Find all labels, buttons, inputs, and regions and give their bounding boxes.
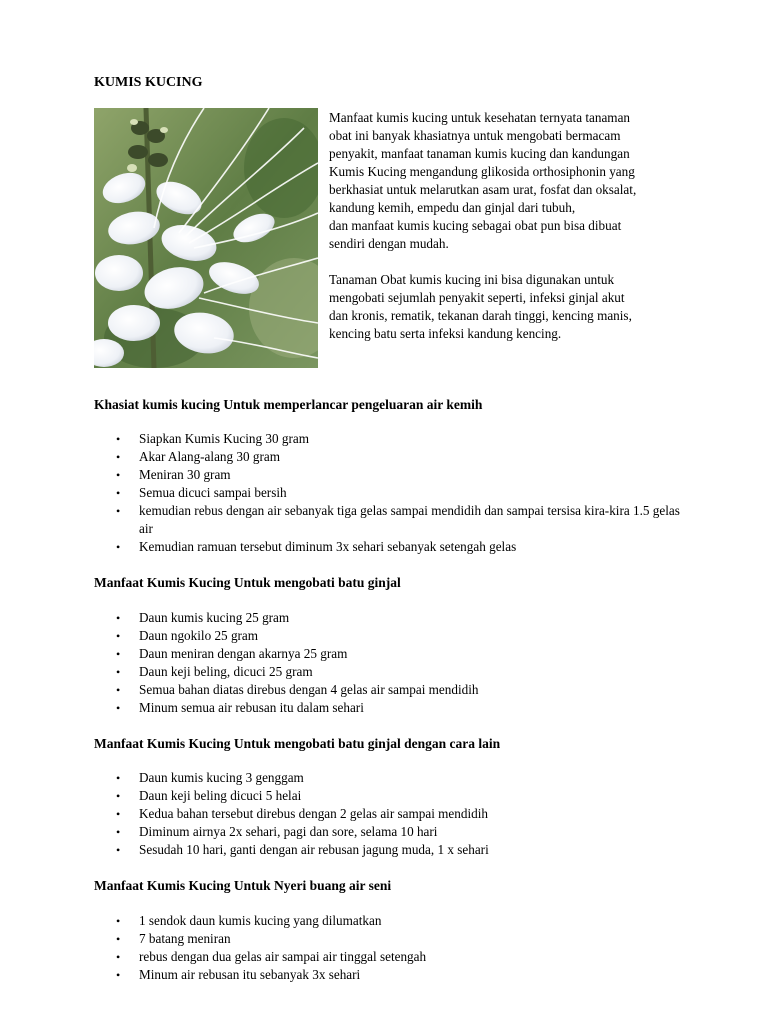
intro-line: kandung kemih, empedu dan ginjal dari tubuh, <box>329 200 576 215</box>
ingredient-list-batu-ginjal-cara-lain <box>94 769 694 859</box>
intro-line: dan manfaat kumis kucing sebagai obat pun bisa dibuat <box>329 218 622 233</box>
section-heading-batu-ginjal-cara-lain: Manfaat Kumis Kucing Untuk mengobati batu ginjal dengan cara lain <box>94 736 501 751</box>
list-item: • Daun kumis kucing 25 gram <box>94 609 694 627</box>
list-item: • Daun ngokilo 25 gram <box>94 627 694 645</box>
list-item: • Minum semua air rebusan itu dalam sehari <box>94 699 694 717</box>
intro-text <box>329 109 709 343</box>
list-item: • 7 batang meniran <box>94 930 694 948</box>
section-heading-batu-ginjal: Manfaat Kumis Kucing Untuk mengobati batu ginjal <box>94 575 401 590</box>
intro-paragraph-2 <box>329 271 709 343</box>
list-item: • Daun meniran dengan akarnya 25 gram <box>94 645 694 663</box>
list-item: • rebus dengan dua gelas air sampai air tinggal setengah <box>94 948 694 966</box>
list-item: • Meniran 30 gram <box>94 466 694 484</box>
list-item: • Kemudian ramuan tersebut diminum 3x sehari sebanyak setengah gelas <box>94 538 694 556</box>
list-item: • Siapkan Kumis Kucing 30 gram <box>94 430 694 448</box>
document-title: KUMIS KUCING <box>94 75 203 90</box>
section-heading-nyeri-buang-air-seni: Manfaat Kumis Kucing Untuk Nyeri buang air seni <box>94 878 392 893</box>
list-item: • Semua bahan diatas direbus dengan 4 gelas air sampai mendidih <box>94 681 694 699</box>
intro-line: mengobati sejumlah penyakit seperti, infeksi ginjal akut <box>329 290 625 305</box>
ingredient-list-air-kemih <box>94 430 694 556</box>
list-item: • Daun keji beling, dicuci 25 gram <box>94 663 694 681</box>
intro-line: sendiri dengan mudah. <box>329 236 449 251</box>
list-item: • Akar Alang-alang 30 gram <box>94 448 694 466</box>
list-item: • Daun kumis kucing 3 genggam <box>94 769 694 787</box>
list-item: • Kedua bahan tersebut direbus dengan 2 gelas air sampai mendidih <box>94 805 694 823</box>
ingredient-list-nyeri-buang-air-seni <box>94 912 694 984</box>
list-item: • Minum air rebusan itu sebanyak 3x sehari <box>94 966 694 984</box>
intro-paragraph-1 <box>329 109 709 253</box>
list-item: • Diminum airnya 2x sehari, pagi dan sore, selama 10 hari <box>94 823 694 841</box>
intro-line: kencing batu serta infeksi kandung kencing. <box>329 326 562 341</box>
intro-line: penyakit, manfaat tanaman kumis kucing dan kandungan <box>329 146 630 161</box>
intro-line: Tanaman Obat kumis kucing ini bisa digunakan untuk <box>329 272 615 287</box>
list-item: • Semua dicuci sampai bersih <box>94 484 694 502</box>
ingredient-list-batu-ginjal <box>94 609 694 717</box>
intro-line: dan kronis, rematik, tekanan darah tinggi, kencing manis, <box>329 308 632 323</box>
intro-line: Manfaat kumis kucing untuk kesehatan ternyata tanaman <box>329 110 631 125</box>
list-item: • kemudian rebus dengan air sebanyak tiga gelas sampai mendidih dan sampai tersisa kira-kira 1.5 gelas air <box>94 502 694 538</box>
list-item: • Sesudah 10 hari, ganti dengan air rebusan jagung muda, 1 x sehari <box>94 841 694 859</box>
list-item: • 1 sendok daun kumis kucing yang dilumatkan <box>94 912 694 930</box>
intro-line: berkhasiat untuk melarutkan asam urat, fosfat dan oksalat, <box>329 182 637 197</box>
section-heading-air-kemih: Khasiat kumis kucing Untuk memperlancar pengeluaran air kemih <box>94 397 483 412</box>
list-item: • Daun keji beling dicuci 5 helai <box>94 787 694 805</box>
intro-line: obat ini banyak khasiatnya untuk mengobati bermacam <box>329 128 621 143</box>
kumis-kucing-flower-photo <box>94 108 318 368</box>
intro-line: Kumis Kucing mengandung glikosida orthosiphonin yang <box>329 164 635 179</box>
